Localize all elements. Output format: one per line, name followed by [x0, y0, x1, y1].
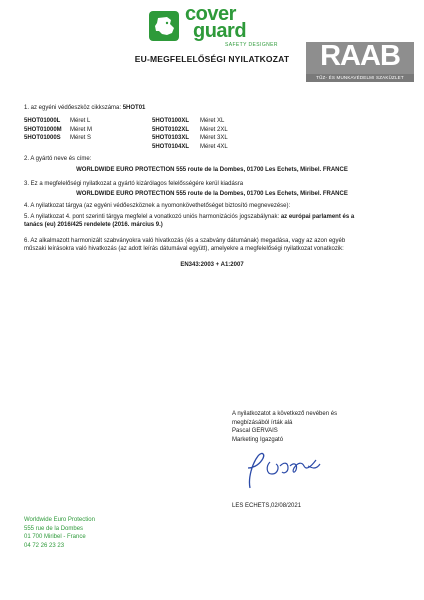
- logo-word-guard: guard: [193, 20, 247, 42]
- size-list-left: [24, 117, 92, 143]
- size-label: Méret 3XL: [200, 135, 228, 141]
- footer-address: [24, 516, 95, 550]
- size-row: [152, 134, 228, 143]
- footer-city: 01 700 Miribel - France: [24, 534, 86, 540]
- size-row: [152, 143, 228, 152]
- raab-logo-text: RAAB: [320, 40, 400, 72]
- size-label: Méret 4XL: [200, 143, 228, 150]
- section-1-label: 1. az egyéni védőeszköz cikkszáma:: [24, 105, 123, 111]
- manufacturer-address-2: WORLDWIDE EURO PROTECTION 555 route de la Dombes, 01700 Les Echets, Miribel. FRANCE: [76, 191, 348, 197]
- section-5: [24, 213, 354, 221]
- size-code: 5HOT0100XL: [152, 118, 190, 124]
- section-4: 4. A nyilatkozat tárgya (az egyéni védőeszköznek a nyomonkövethetőséget biztosító megnevezése):: [24, 203, 291, 209]
- size-list-right: [152, 117, 228, 151]
- size-row: [24, 126, 92, 135]
- size-code: 5HOT01000L: [24, 118, 61, 124]
- raab-tagline: TŰZ- ÉS MUNKAVÉDELMI SZAKÜZLET: [306, 74, 414, 82]
- section-5-regulation-cont: tanács (eu) 2016/425 rendelete (2016. március 9.): [24, 222, 163, 228]
- section-1: [24, 104, 145, 112]
- section-3: 3. Ez a megfelelőségi nyilatkozat a gyártó kizárólagos felelősségére kerül kiadásra: [24, 181, 244, 187]
- section-6-line-2: műszaki leírásokra való hivatkozás (az adott leírás dátumával együtt), amelyekre a megfelelőségi nyilatkozat vonatkozik:: [24, 246, 344, 252]
- size-label: Méret 2XL: [200, 126, 228, 133]
- document-title: EU-MEGFELELŐSÉGI NYILATKOZAT: [134, 54, 290, 64]
- section-2: 2. A gyártó neve és címe:: [24, 156, 92, 162]
- signer-name: Pascal GERVAIS: [232, 428, 278, 434]
- size-label: Méret L: [70, 118, 91, 124]
- size-code: 5HOT0103XL: [152, 135, 190, 141]
- footer-street: 555 rue de la Dombes: [24, 525, 84, 532]
- size-label: Méret M: [70, 126, 93, 133]
- logo-tagline: SAFETY DESIGNER: [225, 42, 278, 48]
- coverguard-logo-mark: [149, 11, 179, 41]
- size-code: 5HOT01000S: [24, 135, 61, 141]
- sign-statement-1: A nyilatkozatot a következő nevében és: [232, 411, 338, 417]
- logo-word-cover: cover: [185, 3, 236, 25]
- size-row: [24, 134, 92, 143]
- article-number: 5HOT01: [122, 105, 146, 111]
- size-row: [152, 117, 228, 126]
- handwritten-signature: [236, 448, 336, 497]
- section-5-regulation: az európai parlament és a: [280, 214, 355, 220]
- signer-role: Marketing Igazgató: [232, 436, 284, 443]
- coverguard-logo: [185, 3, 247, 42]
- size-code: 5HOT01000M: [24, 126, 62, 133]
- manufacturer-address: WORLDWIDE EURO PROTECTION 555 route de la Dombes, 01700 Les Echets, Miribel. FRANCE: [76, 167, 348, 173]
- size-code: 5HOT0104XL: [152, 143, 190, 150]
- section-5-text: 5. A nyilatkozat 4. pont szerinti tárgya megfelel a vonatkozó uniós harmonizációs jogszabálynak:: [24, 214, 281, 220]
- size-row: [152, 126, 228, 135]
- size-row: [24, 117, 92, 126]
- signature-block: [232, 410, 337, 444]
- harmonized-standard: EN343:2003 + A1:2007: [180, 262, 244, 268]
- size-label: Méret S: [70, 135, 92, 141]
- size-code: 5HOT0102XL: [152, 126, 190, 133]
- footer-phone: 04 72 26 23 23: [24, 542, 65, 549]
- sign-statement-2: megbízásából írták alá: [232, 419, 293, 426]
- section-6-line-1: 6. Az alkalmazott harmonizált szabványokra való hivatkozás (és a szabvány dátumának) megadása, vagy az azon egyéb: [24, 238, 346, 244]
- size-label: Méret XL: [200, 118, 225, 124]
- place-date: LES ECHETS,02/08/2021: [232, 503, 302, 509]
- footer-company: Worldwide Euro Protection: [24, 517, 95, 523]
